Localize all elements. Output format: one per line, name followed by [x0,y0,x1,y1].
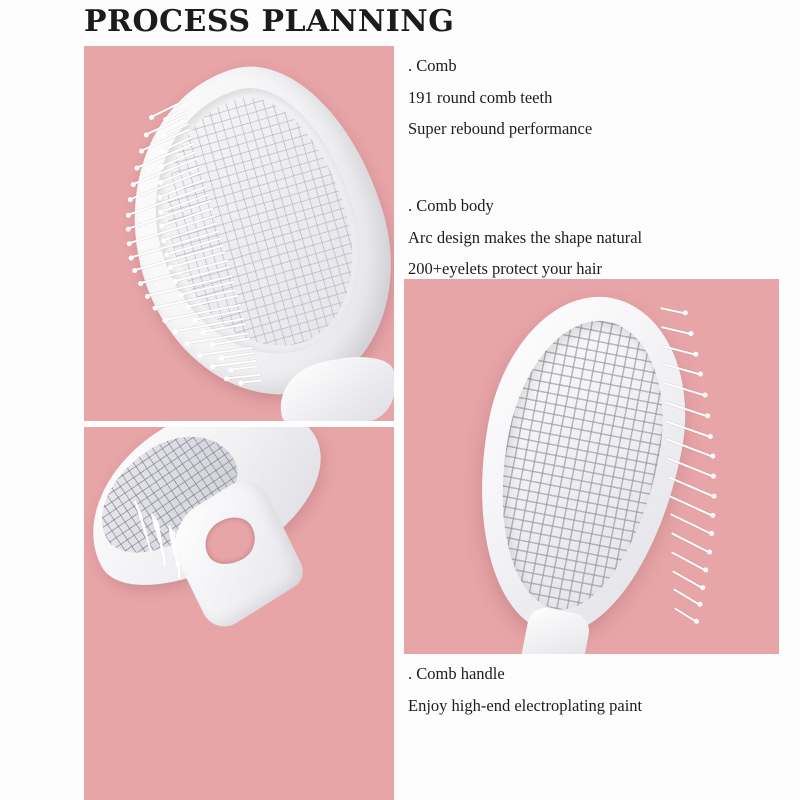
comb-handle-photo [84,427,394,800]
comb-body-line-1: Arc design makes the shape natural [408,228,643,247]
comb-bristle [176,266,231,282]
comb-pin [670,513,712,535]
comb-body-text-block [408,196,642,290]
comb-pin [674,607,697,622]
comb-pin [671,551,707,571]
comb-bristle [231,366,258,371]
comb-line-2: Super rebound performance [408,119,593,138]
comb-bristle [151,101,182,118]
comb-pin [673,589,700,606]
comb-bristle [138,509,152,553]
comb-bristle [129,186,207,216]
comb-pin [663,363,701,376]
comb-line-1: 191 round comb teeth [408,88,553,107]
comb-body-pins [654,299,734,629]
comb-pin [672,570,704,589]
comb-heading: . Comb [408,56,457,75]
comb-handle-line-1: Enjoy high-end electroplating paint [408,696,643,715]
comb-head-photo [84,46,394,421]
comb-bristle [171,251,226,268]
comb-body-line-2: 200+eyelets protect your hair [408,259,602,278]
comb-bristle [222,352,255,359]
comb-bristle [241,379,262,383]
comb-pin [665,420,711,438]
comb-pin [671,532,710,553]
comb-bristle [227,374,261,380]
comb-pin [667,457,714,478]
comb-pin [661,326,691,335]
comb-bristle [129,215,216,244]
comb-pin [666,438,713,457]
comb-handle-heading: . Comb handle [408,664,505,683]
comb-bristle [157,521,166,566]
comb-pin [664,382,706,396]
comb-head-illustration [84,46,394,421]
comb-pin [669,495,714,517]
comb-handle-text-block [408,664,642,727]
comb-body-photo [404,279,779,654]
comb-pin [660,307,686,314]
comb-body-heading: . Comb body [408,196,494,215]
comb-bristle [128,200,211,230]
comb-text-block [408,56,592,150]
comb-pin [668,476,714,497]
page-title: PROCESS PLANNING [84,4,455,39]
comb-pin [664,401,708,417]
comb-pin [662,345,697,356]
